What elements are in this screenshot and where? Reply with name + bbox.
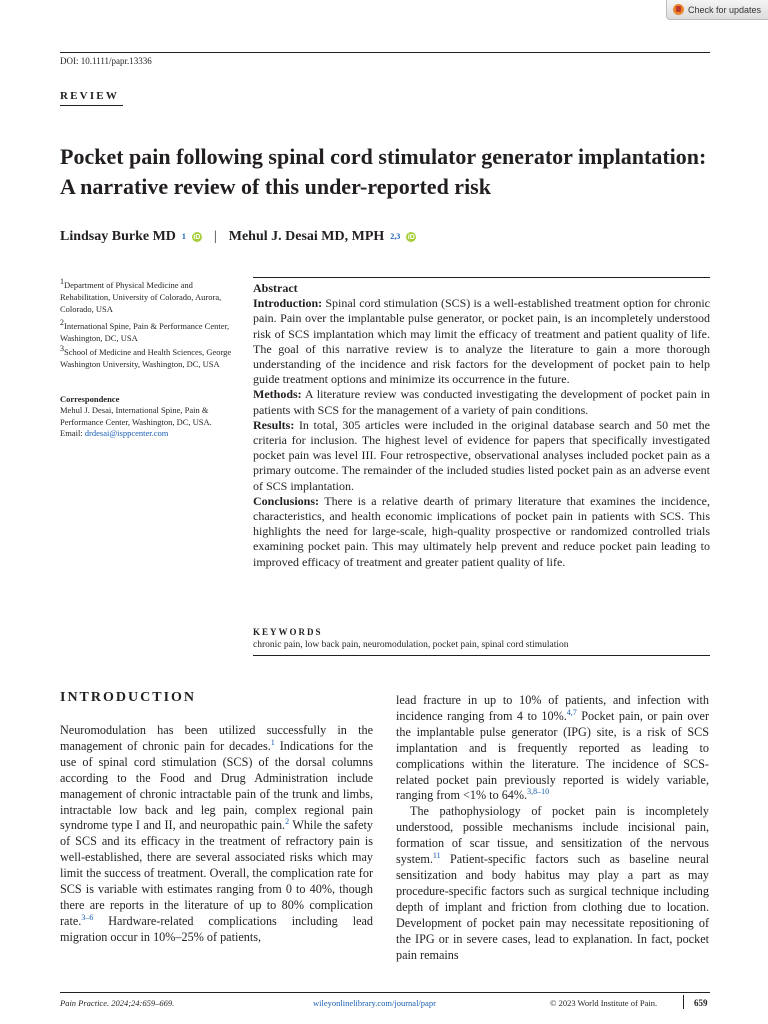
body-column-left — [60, 723, 373, 946]
citation-link[interactable]: 3–6 — [81, 912, 94, 922]
body-text: While the safety of SCS and its efficacy in the treatment of refractory pain is well-established, there are several associated risks which may limit the success of treatment. Overall, the complication rate for SCS is variable with estimates ranging from 0 to 40%, though there are reports in the literature of up to 80% complication rate. — [60, 818, 373, 928]
affiliation: $^3$School of Medicine and Health Sciences, George Washington University, Washington, DC, USA — [60, 344, 232, 369]
introduction-heading: INTRODUCTION — [60, 690, 197, 705]
email-link[interactable]: drdesai@isppcenter.com — [84, 428, 169, 438]
crossmark-icon — [673, 4, 684, 15]
citation-link[interactable]: 4,7 — [566, 707, 577, 717]
correspondence — [60, 405, 238, 440]
body-paragraph — [396, 693, 709, 804]
correspondence-text: Mehul J. Desai, International Spine, Pain & Performance Center, Washington, DC, USA. — [60, 405, 212, 427]
keywords-heading: KEYWORDS — [253, 627, 323, 637]
header-rule — [60, 52, 710, 53]
body-text: Indications for the use of spinal cord stimulation (SCS) of the dorsal columns according to the Food and Drug Administration include management of chronic intractable pain of the trunk and limbs, intractable low back and leg pain, complex regional pain syndrome type I and II, and neuropathic pain. — [60, 738, 373, 833]
correspondence-heading: Correspondence — [60, 394, 120, 404]
section-rule — [60, 105, 123, 106]
orcid-icon[interactable]: iD — [193, 233, 201, 241]
journal-url-link[interactable]: wileyonlinelibrary.com/journal/papr — [313, 998, 436, 1008]
abstract — [253, 281, 710, 570]
affiliation: $^2$International Spine, Pain & Performance Center, Washington, DC, USA — [60, 318, 230, 343]
check-for-updates-button[interactable] — [666, 0, 768, 20]
abstract-methods: Methods: A literature review was conducted investigating the development of pocket pain in patients with SCS for the management of a variety of pain conditions. — [253, 387, 711, 417]
abstract-conclusions: Conclusions: There is a relative dearth of primary literature that examines the incidence, characteristics, and health economic implications of pocket pain in patients with SCS. This highlights the need for large-scale, high-quality prospective or randomized controlled trials examining pocket pain. This may ultimately help prevent and reduce pocket pain leading to improved efficacy of treatment and greater patient quality of life. — [253, 493, 710, 569]
abstract-rule — [253, 277, 710, 278]
page-number: 659 — [694, 998, 708, 1008]
body-text: The pathophysiology of pocket pain is incompletely understood, possible mechanisms include incisional pain, formation of scar tissue, and sensitization of the nervous system. — [396, 804, 709, 867]
abstract-heading: Abstract — [253, 281, 298, 295]
orcid-icon[interactable]: iD — [407, 233, 415, 241]
body-paragraph — [396, 804, 709, 963]
copyright: © 2023 World Institute of Pain. — [550, 998, 658, 1008]
footer-divider — [683, 995, 684, 1009]
abstract-introduction: Introduction: Spinal cord stimulation (SCS) is a well-established treatment option for chronic pain. Pain over the implantable pulse generator, or pocket pain, is an incompletely understood risk of SCS implantation which may limit the efficacy of treatment and patient quality of life. The goal of this narrative review is to analyze the literature to gain a more thorough understanding of the incidence and risk factors for the development of pocket pain to help guide treatment options and minimize its occurrence in the future. — [253, 296, 711, 387]
keywords: chronic pain, low back pain, neuromodulation, pocket pain, spinal cord stimulation — [253, 640, 569, 650]
body-text: Neuromodulation has been utilized successfully in the management of chronic pain for decades. — [60, 723, 373, 753]
affiliation: $^1$Department of Physical Medicine and Rehabilitation, University of Colorado, Aurora, Colorado, USA — [60, 277, 222, 314]
doi: DOI: 10.1111/papr.13336 — [60, 56, 152, 66]
footer-rule — [60, 992, 710, 993]
abstract-results: Results: In total, 305 articles were included in the original database search and 50 met the criteria for inclusion. The highest level of evidence for papers that specifically investigated pocket pain was level III. Four retrospective, observational analyses included pocket pain as a primary outcome. The remainder of the included studies listed pocket pain as an adverse event of SCS implantation. — [253, 417, 711, 493]
body-paragraph — [60, 723, 373, 946]
author-name[interactable]: Mehul J. Desai MD, MPH — [228, 229, 385, 244]
body-text: Patient-specific factors such as baseline neural sensitization and body habitus may play a part as may procedure-specific factors such as surgical technique including depth of implant and friction from clothing due to location. Development of pocket pain may necessitate repositioning of the IPG or in severe cases, lead to explanation. In fact, pocket pain remains — [396, 852, 709, 962]
body-text: Hardware-related complications including lead migration occur in 10%–25% of patients, — [60, 913, 373, 944]
citation-link[interactable]: 3,8–10 — [527, 787, 550, 797]
citation-link[interactable]: 11 — [432, 851, 441, 860]
article-title: Pocket pain following spinal cord stimulator generator implantation: A narrative review of this under-reported risk — [60, 144, 707, 199]
author-name[interactable]: Lindsay Burke MD — [60, 229, 176, 244]
author-separator: | — [213, 229, 217, 244]
body-text: Pocket pain, or pain over the implantable pulse generator (IPG) site, is a risk of SCS implantation and is frequently reported as leading to complications within the literature. The incidence of SCS-related pocket pain previously reported is widely variable, ranging from <1% to 64%. — [396, 708, 709, 803]
section-label: REVIEW — [60, 90, 120, 102]
check-for-updates-label: Check for updates — [688, 4, 762, 15]
citation-link[interactable]: 1 — [270, 737, 275, 747]
author-list: Lindsay Burke MD 1 iD | Mehul J. Desai MD, MPH 2,3 iD — [60, 229, 415, 244]
journal-citation: Pain Practice. 2024;24:659–669. — [60, 998, 175, 1008]
keywords-rule — [253, 655, 710, 656]
body-text: lead fracture in up to 10% of patients, and infection with incidence ranging from 4 to 10%. — [396, 693, 709, 723]
email-label: Email: — [60, 428, 83, 438]
citation-link[interactable]: 2 — [285, 817, 290, 827]
body-column-right — [396, 693, 709, 963]
